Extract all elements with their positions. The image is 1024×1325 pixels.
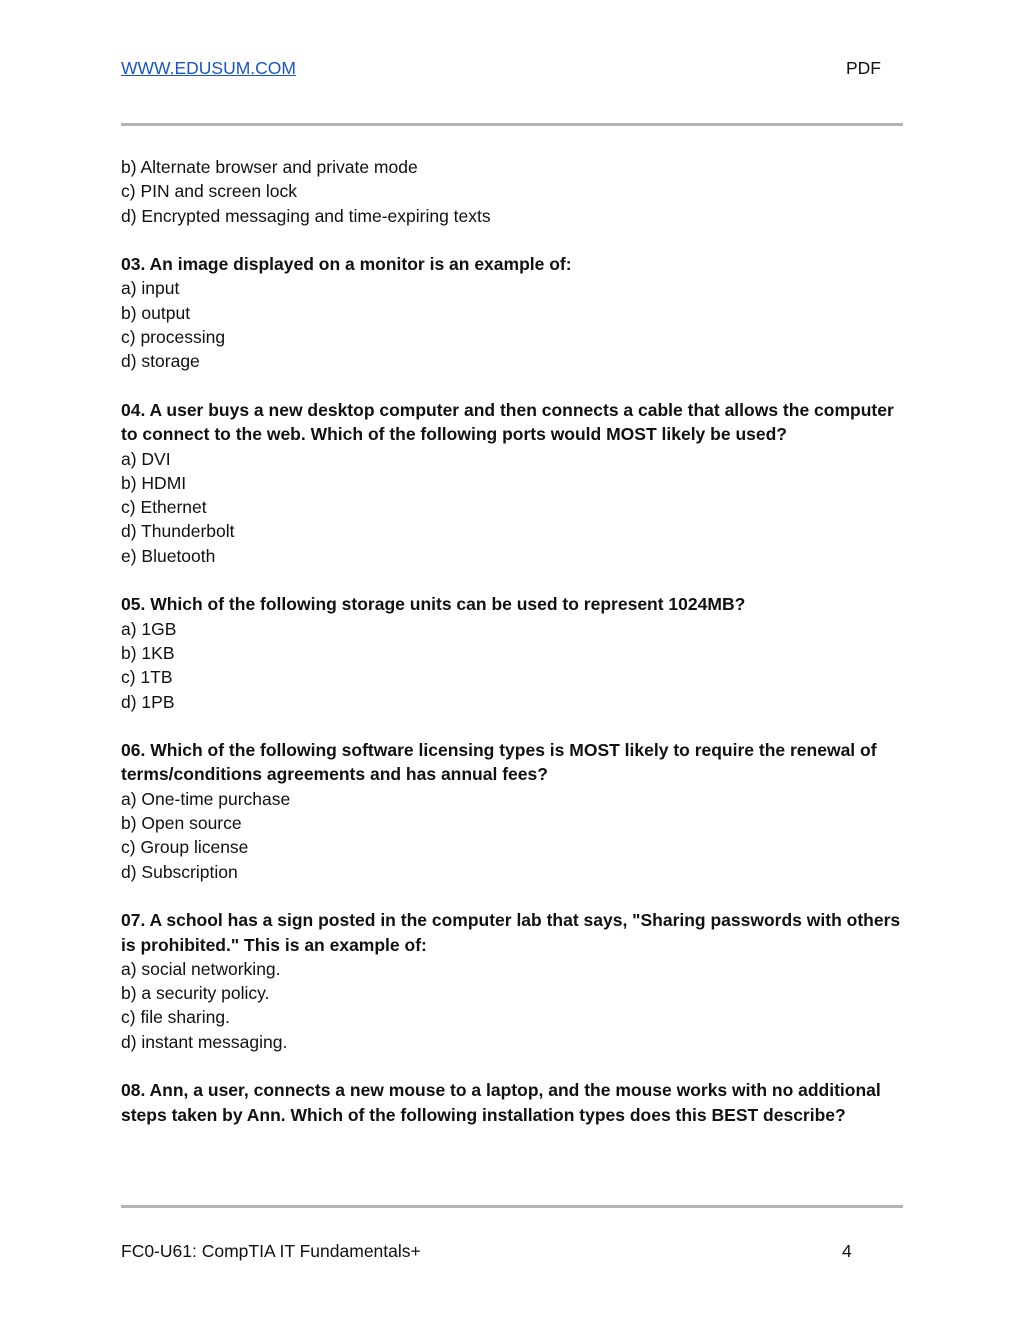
answer-option: d) Thunderbolt: [121, 521, 235, 542]
question-content: [121, 155, 911, 1127]
question-08: [121, 1078, 911, 1127]
footer-divider: [121, 1205, 903, 1208]
answer-option: a) DVI: [121, 448, 171, 469]
question-04: [121, 398, 911, 568]
answer-option: b) Alternate browser and private mode: [121, 157, 418, 177]
answer-option: a) social networking.: [121, 958, 281, 979]
answer-option: b) 1KB: [121, 642, 175, 663]
answer-option: c) file sharing.: [121, 1007, 230, 1028]
answer-option: d) 1PB: [121, 691, 175, 712]
question-text: 06. Which of the following software licensing types is MOST likely to require the renewal of terms/conditions agreements and has annual fees?: [121, 740, 877, 785]
answer-option: d) Subscription: [121, 861, 238, 882]
question-03: [121, 252, 911, 373]
question-05: [121, 592, 911, 713]
answer-option: b) Open source: [121, 813, 242, 834]
question-text: 05. Which of the following storage units can be used to represent 1024MB?: [121, 594, 746, 615]
question-text: 08. Ann, a user, connects a new mouse to a laptop, and the mouse works with no additional steps taken by Ann. Which of the following installation types does this BEST describe?: [121, 1080, 881, 1125]
answer-option: a) One-time purchase: [121, 788, 291, 809]
site-link[interactable]: WWW.EDUSUM.COM: [121, 58, 296, 78]
footer-title: FC0-U61: CompTIA IT Fundamentals+: [121, 1241, 421, 1261]
answer-option: a) input: [121, 278, 180, 299]
answer-option: b) output: [121, 302, 191, 323]
continued-options: [121, 155, 911, 228]
question-text: 03. An image displayed on a monitor is an example of:: [121, 254, 572, 275]
answer-option: e) Bluetooth: [121, 545, 216, 566]
page-number: 4: [842, 1241, 852, 1261]
answer-option: c) PIN and screen lock: [121, 181, 298, 202]
answer-option: c) Ethernet: [121, 497, 207, 518]
answer-option: a) 1GB: [121, 618, 177, 639]
answer-option: d) instant messaging.: [121, 1031, 288, 1052]
question-07: [121, 908, 911, 1054]
answer-option: b) a security policy.: [121, 983, 270, 1004]
answer-option: c) Group license: [121, 837, 249, 858]
header-divider: [121, 123, 903, 126]
page-header: [121, 58, 903, 84]
answer-option: c) 1TB: [121, 667, 173, 688]
question-text: 07. A school has a sign posted in the computer lab that says, "Sharing passwords with others is prohibited." This is an example of:: [121, 910, 901, 955]
question-06: [121, 738, 911, 884]
answer-option: d) storage: [121, 351, 200, 372]
question-text: 04. A user buys a new desktop computer and then connects a cable that allows the computer to connect to the web. Which of the following ports would MOST likely be used?: [121, 399, 894, 445]
format-label: PDF: [846, 58, 881, 78]
answer-option: c) processing: [121, 327, 226, 348]
answer-option: d) Encrypted messaging and time-expiring texts: [121, 205, 491, 226]
answer-option: b) HDMI: [121, 472, 187, 493]
